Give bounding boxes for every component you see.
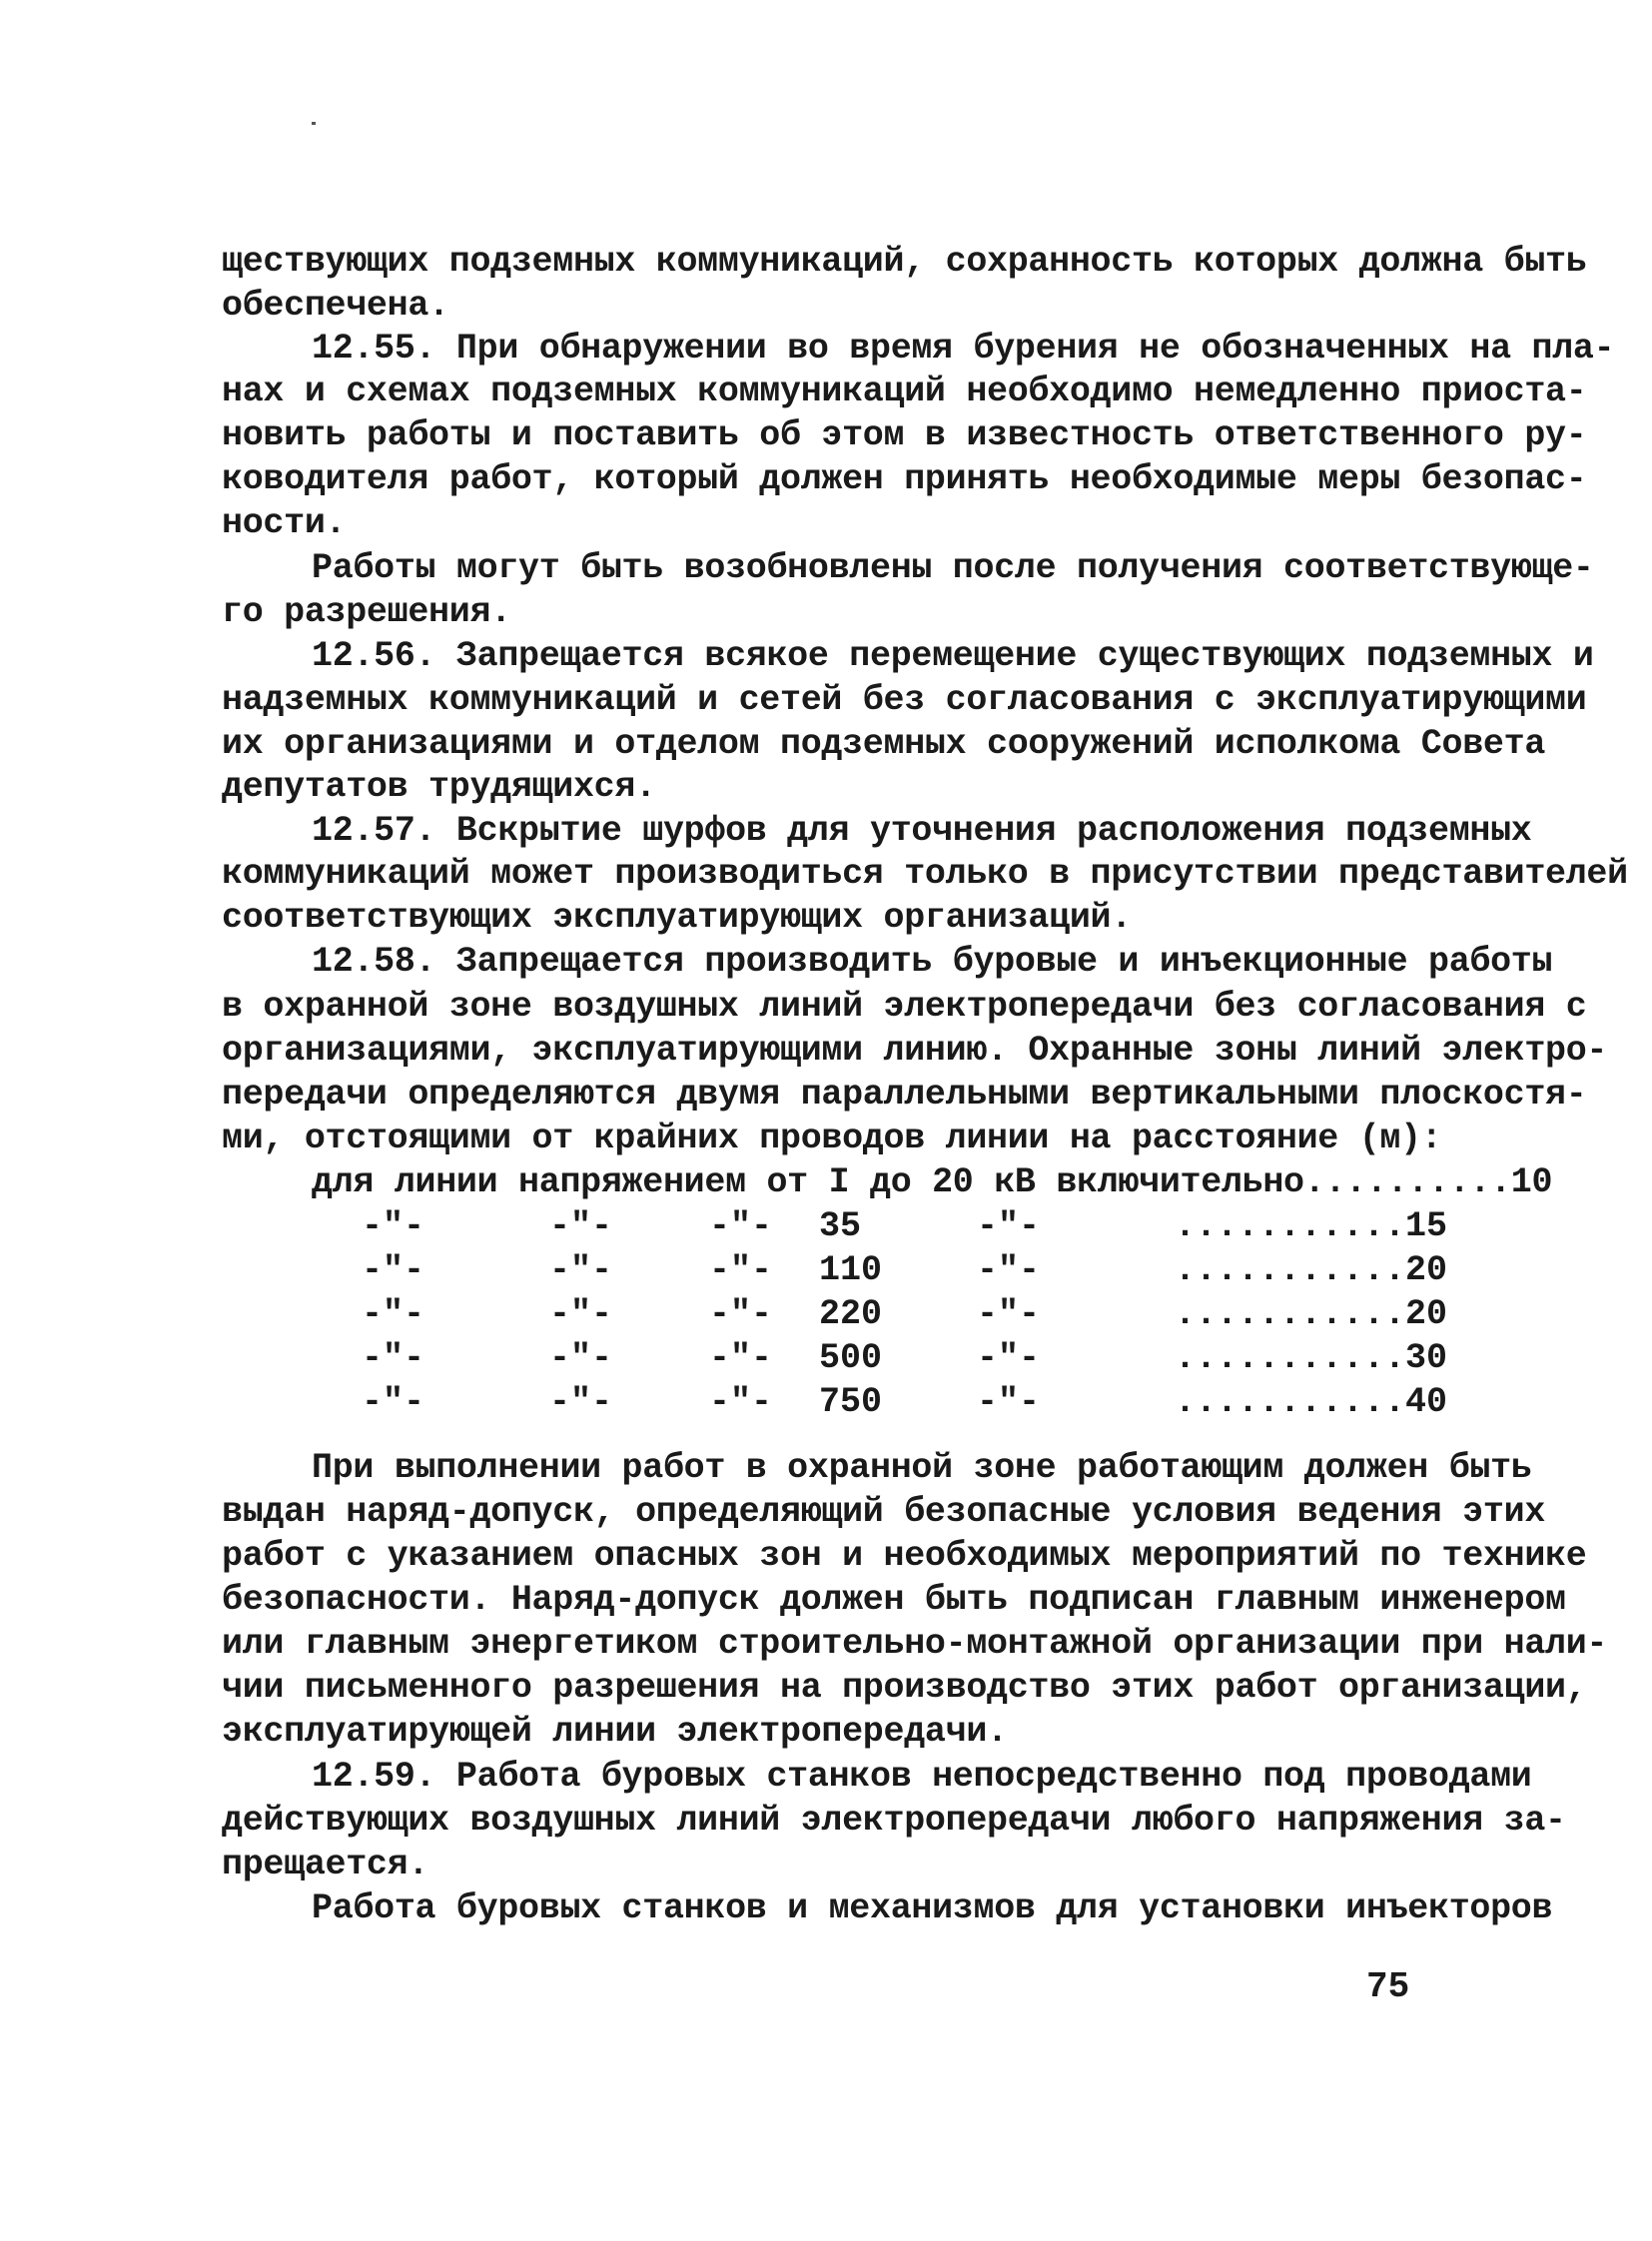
text-line: ществующих подземных коммуникаций, сохранность которых должна быть xyxy=(222,242,1587,282)
text-line: обеспечена. xyxy=(222,286,449,326)
text-line: надземных коммуникаций и сетей без согласования с эксплуатирующими xyxy=(222,680,1587,720)
text-line: соответствующих эксплуатирующих организаций. xyxy=(222,898,1132,938)
distance-value: ...........30 xyxy=(1175,1338,1448,1378)
text-line: чии письменного разрешения на производство этих работ организации, xyxy=(222,1668,1587,1708)
ditto-mark: -"- xyxy=(977,1206,1041,1246)
voltage-value: 750 xyxy=(819,1382,883,1422)
text-line: Работа буровых станков и механизмов для установки инъекторов xyxy=(312,1888,1553,1928)
ditto-mark: -"- xyxy=(977,1382,1041,1422)
ditto-mark: -"- xyxy=(709,1338,773,1378)
text-line: работ с указанием опасных зон и необходимых мероприятий по технике xyxy=(222,1536,1587,1576)
text-line: депутатов трудящихся. xyxy=(222,767,656,807)
ditto-mark: -"- xyxy=(977,1294,1041,1334)
distance-value: ...........20 xyxy=(1175,1294,1448,1334)
ditto-mark: -"- xyxy=(362,1206,425,1246)
text-line: ководителя работ, который должен принять необходимые меры безопас- xyxy=(222,459,1587,499)
voltage-value: 220 xyxy=(819,1294,883,1334)
clause-12-59-line: 12.59. Работа буровых станков непосредственно под проводами xyxy=(312,1757,1532,1797)
distance-value: ...........15 xyxy=(1175,1206,1448,1246)
distance-value: ...........40 xyxy=(1175,1382,1448,1422)
text-line: ности. xyxy=(222,503,347,543)
distance-value: ...........20 xyxy=(1175,1250,1448,1290)
text-line: новить работы и поставить об этом в известность ответственного ру- xyxy=(222,415,1587,455)
text-line: безопасности. Наряд-допуск должен быть подписан главным инженером xyxy=(222,1580,1566,1620)
text-line: организациями, эксплуатирующими линию. Охранные зоны линий электро- xyxy=(222,1031,1608,1071)
text-line: При выполнении работ в охранной зоне работающим должен быть xyxy=(312,1448,1532,1488)
ditto-mark: -"- xyxy=(709,1294,773,1334)
text-line: прещается. xyxy=(222,1845,429,1884)
ditto-mark: -"- xyxy=(709,1250,773,1290)
text-line: их организациями и отделом подземных сооружений исполкома Совета xyxy=(222,724,1546,764)
text-line: или главным энергетиком строительно-монтажной организации при нали- xyxy=(222,1624,1608,1664)
ditto-mark: -"- xyxy=(549,1338,613,1378)
text-line: го разрешения. xyxy=(222,592,511,632)
text-line: передачи определяются двумя параллельными вертикальными плоскостя- xyxy=(222,1075,1587,1115)
ditto-mark: -"- xyxy=(977,1250,1041,1290)
ditto-mark: -"- xyxy=(549,1250,613,1290)
voltage-table-first-row: для линии напряжением от I до 20 кВ включительно..........10 xyxy=(312,1162,1553,1202)
ditto-mark: -"- xyxy=(549,1294,613,1334)
ditto-mark: -"- xyxy=(709,1382,773,1422)
scan-speck xyxy=(312,122,316,125)
ditto-mark: -"- xyxy=(977,1338,1041,1378)
voltage-value: 35 xyxy=(819,1206,862,1246)
clause-12-56-line: 12.56. Запрещается всякое перемещение существующих подземных и xyxy=(312,636,1594,676)
voltage-value: 110 xyxy=(819,1250,883,1290)
clause-12-55-line: 12.55. При обнаружении во время бурения не обозначенных на пла- xyxy=(312,329,1615,369)
ditto-mark: -"- xyxy=(549,1382,613,1422)
clause-12-58-line: 12.58. Запрещается производить буровые и инъекционные работы xyxy=(312,942,1553,982)
text-line: Работы могут быть возобновлены после получения соответствующе- xyxy=(312,548,1594,588)
ditto-mark: -"- xyxy=(362,1382,425,1422)
ditto-mark: -"- xyxy=(362,1338,425,1378)
text-line: в охранной зоне воздушных линий электропередачи без согласования с xyxy=(222,987,1587,1027)
text-line: нах и схемах подземных коммуникаций необходимо немедленно приоста- xyxy=(222,372,1587,411)
clause-12-57-line: 12.57. Вскрытие шурфов для уточнения расположения подземных xyxy=(312,811,1532,851)
ditto-mark: -"- xyxy=(362,1294,425,1334)
text-line: действующих воздушных линий электропередачи любого напряжения за- xyxy=(222,1801,1566,1841)
ditto-mark: -"- xyxy=(549,1206,613,1246)
page-number: 75 xyxy=(1366,1966,1410,2007)
ditto-mark: -"- xyxy=(362,1250,425,1290)
ditto-mark: -"- xyxy=(709,1206,773,1246)
text-line: коммуникаций может производиться только в присутствии представителей xyxy=(222,854,1628,894)
text-line: эксплуатирующей линии электропередачи. xyxy=(222,1712,1008,1752)
text-line: ми, отстоящими от крайних проводов линии на расстояние (м): xyxy=(222,1119,1442,1158)
text-line: выдан наряд-допуск, определяющий безопасные условия ведения этих xyxy=(222,1492,1546,1532)
voltage-value: 500 xyxy=(819,1338,883,1378)
